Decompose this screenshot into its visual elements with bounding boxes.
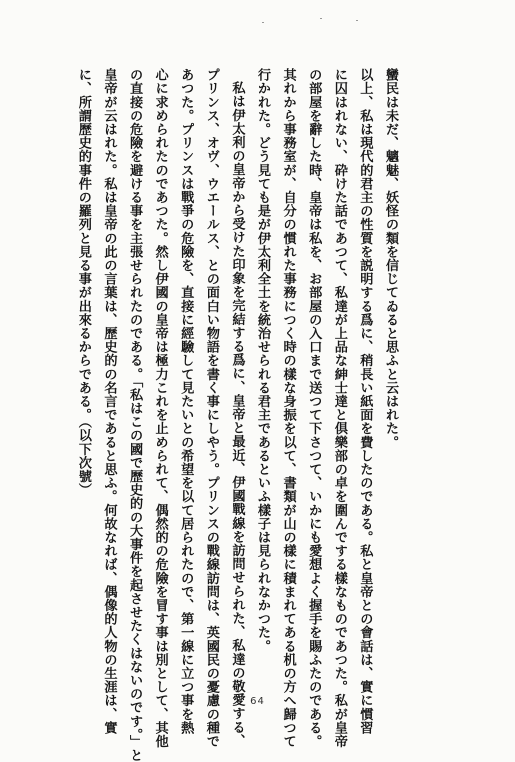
text-column: の直接の危險を避ける事を主張せられたのである。「私はこの國で歷史的の大事件を起させたくはないのです。」と — [127, 68, 143, 762]
paper-speck — [320, 18, 322, 19]
paper-speck — [356, 20, 358, 21]
text-column: 其れから事務室が、自分の慣れた事務につく時の樣な身振を以て、書類が山の樣に積まれてある机の方へ歸つて — [280, 68, 296, 748]
text-column: プリンス、オヴ、ウエールス、との面白い物語を書く事にしやう。プリンスの戰線訪問は、英國民の憂慮の種で — [203, 68, 219, 748]
paper-speck — [262, 22, 264, 23]
text-column: 心に求められたのであつた。然し伊國の皇帝は極力これを止められて、偶然的の危險を冒す事は別として、其他 — [152, 68, 168, 748]
text-column: に囚はれない、砕けた話であつて、私達が上品な紳士達と倶樂部の卓を圍んでする樣なものであつた。私が皇帝 — [331, 68, 347, 748]
page-number: 64 — [250, 696, 265, 707]
text-column: 以上、私は現代的君主の性質を説明する爲に、稍長い紙面を費したのである。私と皇帝との會話は、實に慣習 — [357, 68, 373, 735]
text-column: あつた。プリンスは戰爭の危險を、直接に經驗して見たいとの希望を以て居られたので、第一線に立つ事を熱 — [178, 68, 194, 735]
text-column: 行かれた。どう見ても是が伊太利全土を統治せられる君主であるといふ樣子は見られなかつた。 — [255, 68, 271, 653]
text-column: に、所謂歷史的事件の羅列と見る事が出來るからである。（以下次號） — [75, 68, 91, 497]
text-column: 皇帝が云はれた。私は皇帝の此の言葉は、歷史的の名言であると思ふ。何故なれば、偶像的人物の生涯は、實 — [101, 68, 117, 735]
text-column: 私は伊太利の皇帝から受けた印象を完結する爲に、皇帝と最近、伊國戰線を訪問せられた、私達の敬愛する、 — [229, 81, 245, 748]
text-column: の部屋を辭した時、皇帝は私を、お部屋の入口まで送つて下さつて、いかにも愛想よく握手を賜ふたのである。 — [306, 68, 322, 748]
text-column: 蠻民は未だ、魑魅、妖怪の類を信じてゐると思ふと云はれた。 — [383, 68, 398, 449]
